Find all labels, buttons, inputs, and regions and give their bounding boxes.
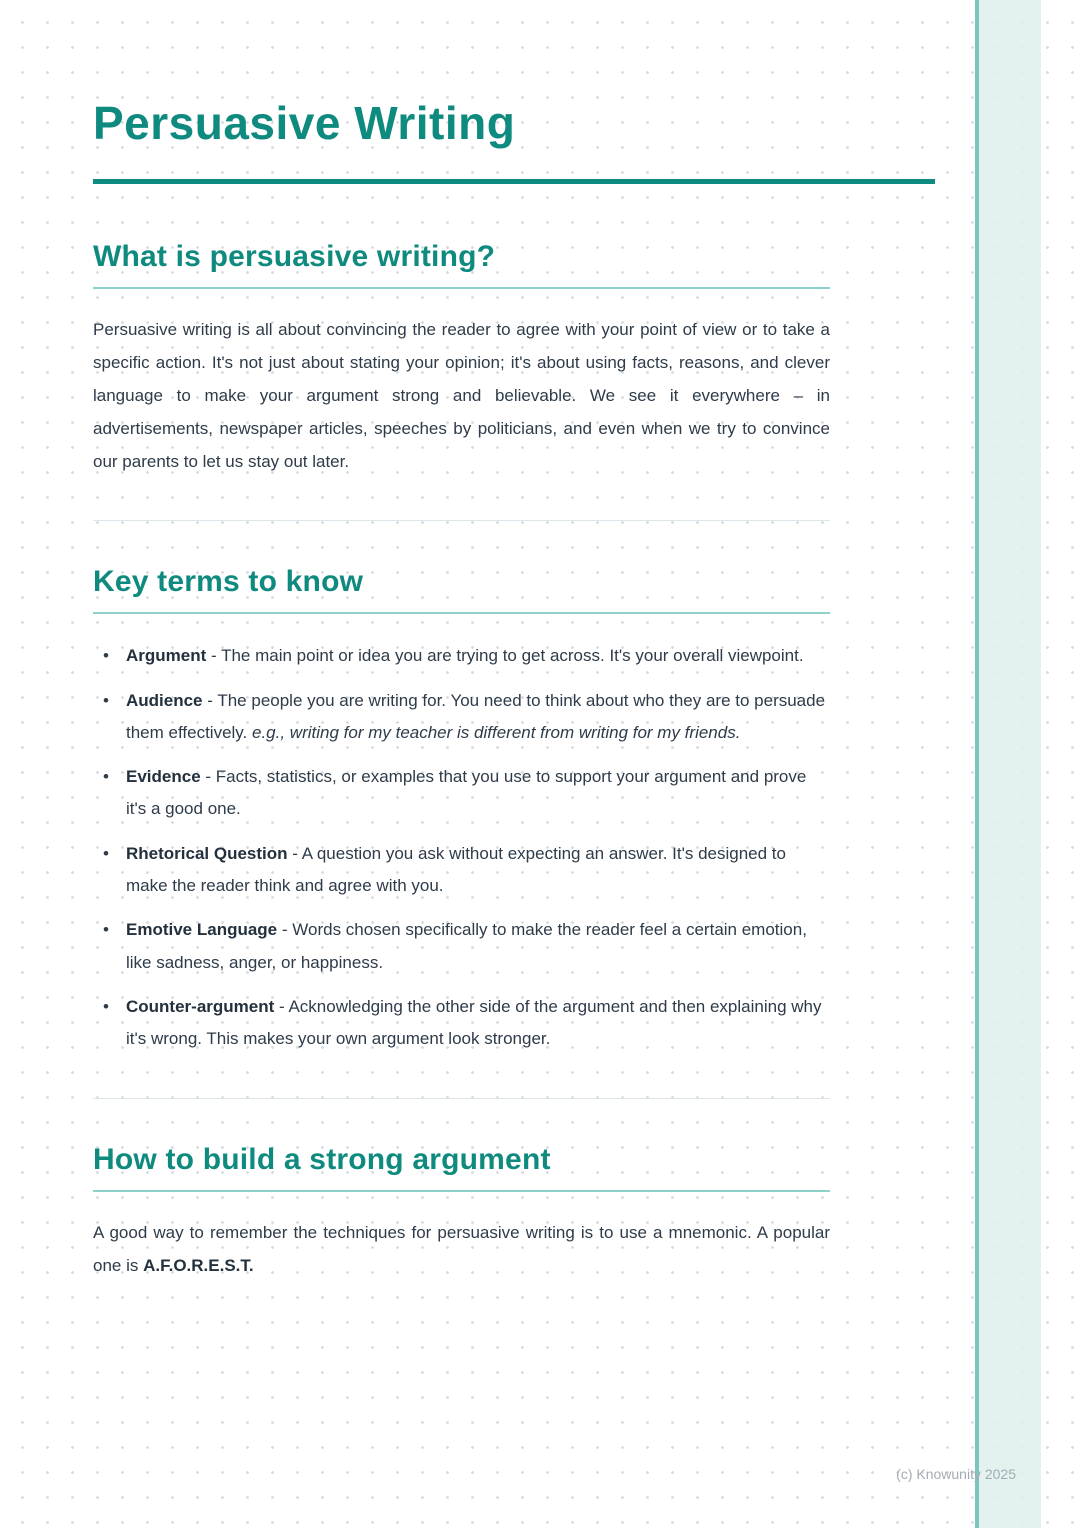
term-definition: - Words chosen specifically to make the reader feel a certain emotion, like sadness, anger, or happiness.: [126, 920, 807, 972]
heading-underline-rule: [93, 1190, 830, 1192]
mnemonic-paragraph: [93, 1216, 830, 1282]
section-divider: [93, 520, 830, 521]
page-title: Persuasive Writing: [93, 97, 516, 149]
section-heading: What is persuasive writing?: [93, 239, 496, 273]
term-item-emotive-language: [93, 914, 830, 979]
section-build-strong-argument: [93, 1143, 830, 1282]
term-definition: - Facts, statistics, or examples that you use to support your argument and prove it's a good one.: [126, 767, 807, 819]
term-label: Rhetorical Question: [126, 843, 288, 863]
term-label: Counter-argument: [126, 996, 275, 1016]
section-key-terms: [93, 565, 830, 1055]
term-item-rhetorical-question: [93, 838, 830, 903]
watermark: (c) Knowunity 2025: [896, 1466, 1016, 1482]
section-heading: Key terms to know: [93, 565, 364, 599]
section-what-is-persuasive-writing: [93, 240, 830, 479]
document-content: [93, 0, 830, 1282]
term-definition: - Acknowledging the other side of the argument and then explaining why it's wrong. This makes your own argument look stronger.: [126, 996, 822, 1049]
section-heading: How to build a strong argument: [93, 1142, 551, 1176]
term-item-evidence: [93, 761, 830, 826]
term-label: Emotive Language: [126, 920, 278, 940]
term-definition: - The main point or idea you are trying to get across. It's your overall viewpoint.: [211, 646, 804, 666]
heading-underline-rule: [93, 612, 830, 614]
term-list: [93, 640, 830, 1055]
term-label: Audience: [126, 690, 203, 710]
right-accent-strip: [979, 0, 1041, 1528]
title-underline-rule: [93, 179, 935, 184]
right-accent-line: [975, 0, 979, 1528]
term-label: Argument: [126, 646, 207, 666]
term-example: e.g., writing for my teacher is different from writing for my friends.: [252, 722, 741, 742]
term-definition: - A question you ask without expecting an answer. It's designed to make the reader think and agree with you.: [126, 843, 786, 896]
section-divider: [93, 1098, 830, 1099]
term-item-audience: [93, 685, 830, 750]
term-item-counter-argument: [93, 991, 830, 1056]
term-label: Evidence: [126, 767, 201, 787]
mnemonic-acronym: A.F.O.R.E.S.T.: [143, 1255, 254, 1275]
mnemonic-paragraph-text: A good way to remember the techniques for persuasive writing is to use a mnemonic. A popular one is: [93, 1222, 830, 1275]
term-item-argument: [93, 640, 830, 672]
heading-underline-rule: [93, 287, 830, 289]
term-definition: - The people you are writing for. You need to think about who they are to persuade them effectively.: [126, 690, 826, 742]
intro-paragraph: Persuasive writing is all about convincing the reader to agree with your point of view or to take a specific action. It's not just about stating your opinion; it's about using facts, reasons, and clever language to make your argument strong and believable. We see it everywhere – in advertisements, newspaper articles, speeches by politicians, and even when we try to convince our parents to let us stay out later.: [93, 319, 830, 472]
